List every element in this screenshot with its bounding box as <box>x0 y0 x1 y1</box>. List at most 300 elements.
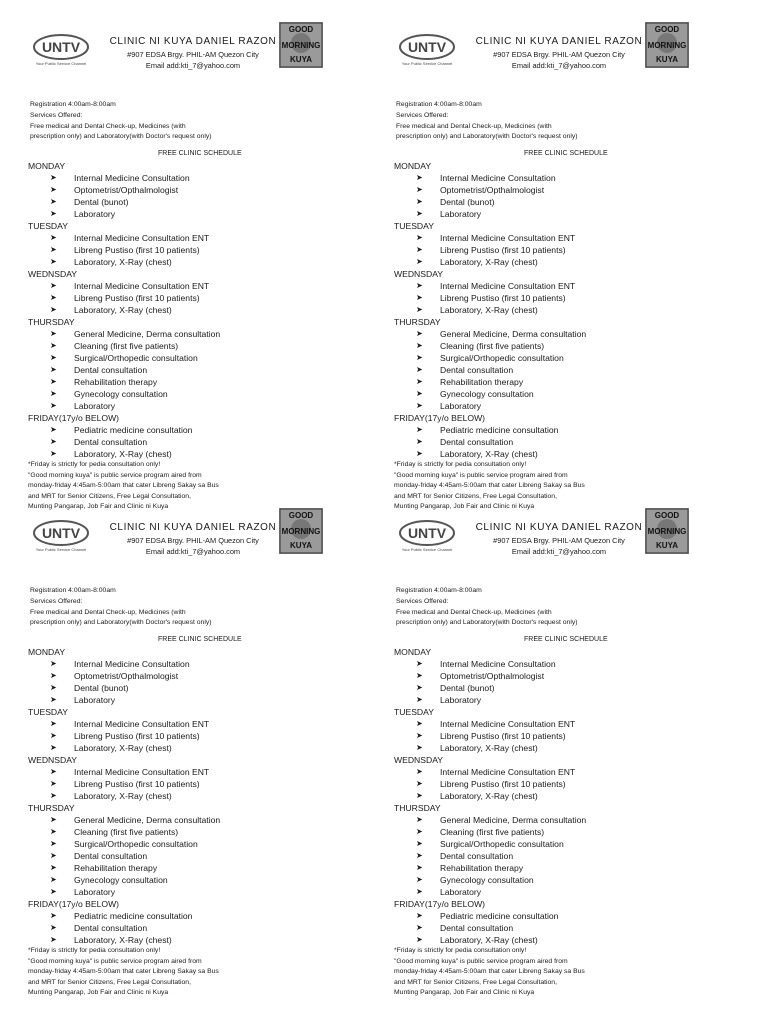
schedule-item <box>394 292 754 304</box>
schedule-item-label: Libreng Pustiso (first 10 patients) <box>440 293 566 303</box>
arrow-bullet-icon: ➤ <box>416 233 423 242</box>
day-heading: FRIDAY(17y/o BELOW) <box>28 413 120 423</box>
schedule-item-label: Dental consultation <box>74 437 148 447</box>
schedule-item-label: Internal Medicine Consultation <box>74 173 190 183</box>
svg-text:Your Public Service Channel: Your Public Service Channel <box>401 61 453 66</box>
schedule-item-label: Laboratory <box>74 209 116 219</box>
schedule-item <box>394 304 754 316</box>
schedule-item <box>28 376 388 388</box>
schedule-item-label: Dental consultation <box>74 923 148 933</box>
schedule-item-label: Libreng Pustiso (first 10 patients) <box>74 731 200 741</box>
arrow-bullet-icon: ➤ <box>416 197 423 206</box>
svg-text:Your Public Service Channel: Your Public Service Channel <box>401 547 453 552</box>
services-label: Services Offered: <box>30 597 83 605</box>
schedule-item-label: Surgical/Orthopedic consultation <box>74 353 198 363</box>
arrow-bullet-icon: ➤ <box>50 449 57 458</box>
schedule-item-label: Laboratory, X-Ray (chest) <box>74 743 172 753</box>
schedule-item-label: Laboratory, X-Ray (chest) <box>74 449 172 459</box>
day-heading: WEDNSDAY <box>28 755 78 765</box>
clinic-address: #907 EDSA Brgy. PHIL-AM Quezon City <box>493 536 625 545</box>
schedule-item-label: Rehabilitation therapy <box>440 863 524 873</box>
schedule-item-label: Libreng Pustiso (first 10 patients) <box>440 245 566 255</box>
clinic-address: #907 EDSA Brgy. PHIL-AM Quezon City <box>127 50 259 59</box>
program-note: monday-friday 4:45am-5:00am that cater Libreng Sakay sa Bus <box>28 968 219 976</box>
schedule-item-label: Pediatric medicine consultation <box>74 911 193 921</box>
arrow-bullet-icon: ➤ <box>416 791 423 800</box>
registration-hours: Registration 4:00am-8:00am <box>396 587 482 594</box>
arrow-bullet-icon: ➤ <box>50 791 57 800</box>
flyer-bottom-right <box>394 506 754 997</box>
schedule-item-label: Gynecology consultation <box>74 389 168 399</box>
schedule-body <box>28 646 388 999</box>
schedule-item <box>394 340 754 352</box>
arrow-bullet-icon: ➤ <box>50 209 57 218</box>
schedule-body <box>394 646 754 999</box>
arrow-bullet-icon: ➤ <box>416 449 423 458</box>
schedule-item <box>28 718 388 730</box>
schedule-item <box>28 730 388 742</box>
schedule-item-label: Libreng Pustiso (first 10 patients) <box>440 779 566 789</box>
schedule-item <box>28 304 388 316</box>
arrow-bullet-icon: ➤ <box>416 671 423 680</box>
arrow-bullet-icon: ➤ <box>416 245 423 254</box>
arrow-bullet-icon: ➤ <box>416 839 423 848</box>
schedule-item <box>28 886 388 898</box>
program-note: "Good morning kuya" is public service program aired from <box>394 471 568 479</box>
schedule-item-label: Gynecology consultation <box>440 875 534 885</box>
schedule-item <box>28 682 388 694</box>
schedule-item <box>394 280 754 292</box>
registration-hours: Registration 4:00am-8:00am <box>30 101 116 108</box>
day-list <box>28 160 388 460</box>
arrow-bullet-icon: ➤ <box>50 185 57 194</box>
arrow-bullet-icon: ➤ <box>416 659 423 668</box>
schedule-item-label: Dental consultation <box>74 851 148 861</box>
services-line: Free medical and Dental Check-up, Medicines (with <box>30 122 186 130</box>
schedule-item <box>394 424 754 436</box>
schedule-item-label: Surgical/Orthopedic consultation <box>74 839 198 849</box>
schedule-item <box>394 682 754 694</box>
services-label: Services Offered: <box>396 597 449 605</box>
arrow-bullet-icon: ➤ <box>50 245 57 254</box>
schedule-item-label: Optometrist/Opthalmologist <box>440 671 545 681</box>
schedule-item <box>394 352 754 364</box>
friday-note: *Friday is strictly for pedia consultation only! <box>28 947 161 954</box>
services-label: Services Offered: <box>30 111 83 119</box>
clinic-address: #907 EDSA Brgy. PHIL-AM Quezon City <box>493 50 625 59</box>
schedule-item-label: Rehabilitation therapy <box>74 863 158 873</box>
schedule-item <box>28 922 388 934</box>
arrow-bullet-icon: ➤ <box>416 851 423 860</box>
services-line: prescription only) and Laboratory(with Doctor's request only) <box>30 133 212 141</box>
schedule-item <box>394 256 754 268</box>
schedule-item-label: Gynecology consultation <box>74 875 168 885</box>
schedule-item <box>394 658 754 670</box>
schedule-item-label: Laboratory <box>440 887 482 897</box>
arrow-bullet-icon: ➤ <box>416 173 423 182</box>
schedule-title: FREE CLINIC SCHEDULE <box>158 636 242 643</box>
schedule-item <box>28 400 388 412</box>
schedule-item <box>394 436 754 448</box>
arrow-bullet-icon: ➤ <box>50 233 57 242</box>
arrow-bullet-icon: ➤ <box>416 401 423 410</box>
schedule-item <box>394 670 754 682</box>
schedule-item-label: Internal Medicine Consultation ENT <box>440 233 576 243</box>
schedule-item <box>28 658 388 670</box>
schedule-title: FREE CLINIC SCHEDULE <box>158 150 242 157</box>
arrow-bullet-icon: ➤ <box>416 377 423 386</box>
schedule-item <box>28 694 388 706</box>
services-line: prescription only) and Laboratory(with Doctor's request only) <box>396 619 578 627</box>
schedule-item-label: Gynecology consultation <box>440 389 534 399</box>
schedule-item <box>394 388 754 400</box>
schedule-item-label: Libreng Pustiso (first 10 patients) <box>74 245 200 255</box>
arrow-bullet-icon: ➤ <box>416 329 423 338</box>
registration-block <box>30 586 360 629</box>
arrow-bullet-icon: ➤ <box>416 353 423 362</box>
arrow-bullet-icon: ➤ <box>50 695 57 704</box>
arrow-bullet-icon: ➤ <box>416 911 423 920</box>
schedule-item-label: Laboratory, X-Ray (chest) <box>440 791 538 801</box>
schedule-item <box>28 874 388 886</box>
schedule-item <box>28 292 388 304</box>
program-note: monday-friday 4:45am-5:00am that cater Libreng Sakay sa Bus <box>394 968 585 976</box>
schedule-item <box>28 670 388 682</box>
arrow-bullet-icon: ➤ <box>416 341 423 350</box>
schedule-item-label: Internal Medicine Consultation ENT <box>74 719 210 729</box>
arrow-bullet-icon: ➤ <box>416 425 423 434</box>
friday-note: *Friday is strictly for pedia consultation only! <box>394 461 527 468</box>
day-heading: FRIDAY(17y/o BELOW) <box>394 899 486 909</box>
schedule-item <box>28 742 388 754</box>
arrow-bullet-icon: ➤ <box>416 863 423 872</box>
program-note: Munting Pangarap, Job Fair and Clinic ni Kuya <box>394 989 535 997</box>
arrow-bullet-icon: ➤ <box>50 281 57 290</box>
clinic-email: Email add:kti_7@yahoo.com <box>145 547 241 556</box>
schedule-item-label: Laboratory, X-Ray (chest) <box>440 449 538 459</box>
schedule-item <box>28 814 388 826</box>
schedule-item <box>28 766 388 778</box>
day-list <box>394 646 754 946</box>
program-note: "Good morning kuya" is public service program aired from <box>28 471 202 479</box>
flyer-top-right <box>394 20 754 511</box>
services-line: prescription only) and Laboratory(with Doctor's request only) <box>396 133 578 141</box>
schedule-item-label: Laboratory <box>74 887 116 897</box>
schedule-item <box>28 850 388 862</box>
arrow-bullet-icon: ➤ <box>416 767 423 776</box>
arrow-bullet-icon: ➤ <box>416 257 423 266</box>
schedule-item-label: Laboratory, X-Ray (chest) <box>74 791 172 801</box>
arrow-bullet-icon: ➤ <box>50 425 57 434</box>
registration-hours: Registration 4:00am-8:00am <box>396 101 482 108</box>
schedule-item <box>28 364 388 376</box>
schedule-item <box>28 436 388 448</box>
schedule-item-label: Dental (bunot) <box>440 197 495 207</box>
day-heading: FRIDAY(17y/o BELOW) <box>394 413 486 423</box>
arrow-bullet-icon: ➤ <box>50 731 57 740</box>
schedule-item-label: Internal Medicine Consultation <box>440 659 556 669</box>
arrow-bullet-icon: ➤ <box>50 815 57 824</box>
svg-text:MORNING: MORNING <box>647 41 687 50</box>
arrow-bullet-icon: ➤ <box>416 779 423 788</box>
registration-hours: Registration 4:00am-8:00am <box>30 587 116 594</box>
schedule-item-label: General Medicine, Derma consultation <box>440 329 587 339</box>
day-heading: MONDAY <box>394 647 432 657</box>
arrow-bullet-icon: ➤ <box>50 329 57 338</box>
clinic-title: CLINIC NI KUYA DANIEL RAZON <box>109 36 277 47</box>
arrow-bullet-icon: ➤ <box>50 353 57 362</box>
program-note: monday-friday 4:45am-5:00am that cater Libreng Sakay sa Bus <box>394 482 585 490</box>
arrow-bullet-icon: ➤ <box>50 683 57 692</box>
program-note: and MRT for Senior Citizens, Free Legal Consultation, <box>28 978 191 986</box>
arrow-bullet-icon: ➤ <box>50 827 57 836</box>
schedule-item <box>394 874 754 886</box>
arrow-bullet-icon: ➤ <box>50 935 57 944</box>
schedule-item <box>394 922 754 934</box>
day-heading: THURSDAY <box>28 803 75 813</box>
day-heading: TUESDAY <box>394 707 434 717</box>
registration-block <box>396 586 726 629</box>
day-heading: WEDNSDAY <box>394 269 444 279</box>
day-heading: TUESDAY <box>28 221 68 231</box>
schedule-item <box>394 694 754 706</box>
clinic-address: #907 EDSA Brgy. PHIL-AM Quezon City <box>127 536 259 545</box>
day-heading: WEDNSDAY <box>28 269 78 279</box>
arrow-bullet-icon: ➤ <box>416 731 423 740</box>
schedule-item <box>28 340 388 352</box>
schedule-item <box>394 244 754 256</box>
schedule-item <box>28 172 388 184</box>
schedule-item-label: Dental (bunot) <box>74 197 129 207</box>
schedule-item <box>394 766 754 778</box>
arrow-bullet-icon: ➤ <box>416 437 423 446</box>
notes-block <box>394 946 754 999</box>
schedule-item <box>394 886 754 898</box>
flyer-header <box>28 20 388 80</box>
schedule-item <box>394 790 754 802</box>
schedule-title: FREE CLINIC SCHEDULE <box>524 636 608 643</box>
day-heading: MONDAY <box>28 647 66 657</box>
flyer-bottom-left <box>28 506 388 997</box>
arrow-bullet-icon: ➤ <box>50 911 57 920</box>
registration-block <box>396 100 726 143</box>
schedule-item <box>394 718 754 730</box>
schedule-item <box>28 424 388 436</box>
schedule-item-label: Dental consultation <box>440 365 514 375</box>
day-heading: WEDNSDAY <box>394 755 444 765</box>
arrow-bullet-icon: ➤ <box>50 779 57 788</box>
services-line: Free medical and Dental Check-up, Medicines (with <box>30 608 186 616</box>
schedule-item-label: Libreng Pustiso (first 10 patients) <box>440 731 566 741</box>
svg-text:MORNING: MORNING <box>281 41 321 50</box>
services-line: prescription only) and Laboratory(with Doctor's request only) <box>30 619 212 627</box>
day-heading: TUESDAY <box>394 221 434 231</box>
svg-text:UNTV: UNTV <box>407 525 447 541</box>
svg-text:GOOD: GOOD <box>288 511 314 520</box>
schedule-item <box>394 730 754 742</box>
schedule-item-label: Laboratory, X-Ray (chest) <box>440 743 538 753</box>
schedule-item <box>394 328 754 340</box>
schedule-item-label: Laboratory <box>440 695 482 705</box>
clinic-email: Email add:kti_7@yahoo.com <box>145 61 241 70</box>
program-note: "Good morning kuya" is public service program aired from <box>394 957 568 965</box>
schedule-body <box>28 160 388 513</box>
schedule-item <box>394 364 754 376</box>
arrow-bullet-icon: ➤ <box>50 923 57 932</box>
svg-text:UNTV: UNTV <box>407 39 447 55</box>
schedule-item-label: Surgical/Orthopedic consultation <box>440 839 564 849</box>
schedule-item-label: Rehabilitation therapy <box>440 377 524 387</box>
schedule-item <box>28 790 388 802</box>
program-note: Munting Pangarap, Job Fair and Clinic ni Kuya <box>394 503 535 511</box>
arrow-bullet-icon: ➤ <box>50 305 57 314</box>
schedule-item <box>28 232 388 244</box>
arrow-bullet-icon: ➤ <box>50 719 57 728</box>
flyer-header <box>394 20 754 80</box>
schedule-item-label: Dental (bunot) <box>440 683 495 693</box>
schedule-item <box>394 742 754 754</box>
schedule-item <box>394 862 754 874</box>
clinic-email: Email add:kti_7@yahoo.com <box>511 61 607 70</box>
arrow-bullet-icon: ➤ <box>50 437 57 446</box>
arrow-bullet-icon: ➤ <box>50 659 57 668</box>
schedule-item-label: Laboratory, X-Ray (chest) <box>440 935 538 945</box>
arrow-bullet-icon: ➤ <box>50 293 57 302</box>
schedule-title: FREE CLINIC SCHEDULE <box>524 150 608 157</box>
schedule-item <box>28 862 388 874</box>
day-heading: THURSDAY <box>394 803 441 813</box>
arrow-bullet-icon: ➤ <box>416 389 423 398</box>
arrow-bullet-icon: ➤ <box>50 377 57 386</box>
schedule-item <box>394 814 754 826</box>
schedule-item <box>28 184 388 196</box>
schedule-item-label: Pediatric medicine consultation <box>440 911 559 921</box>
schedule-item-label: Laboratory, X-Ray (chest) <box>74 305 172 315</box>
friday-note: *Friday is strictly for pedia consultation only! <box>28 461 161 468</box>
arrow-bullet-icon: ➤ <box>50 365 57 374</box>
arrow-bullet-icon: ➤ <box>416 683 423 692</box>
schedule-item <box>394 910 754 922</box>
schedule-item <box>394 826 754 838</box>
clinic-title: CLINIC NI KUYA DANIEL RAZON <box>475 522 643 533</box>
svg-text:GOOD: GOOD <box>288 25 314 34</box>
program-note: "Good morning kuya" is public service program aired from <box>28 957 202 965</box>
arrow-bullet-icon: ➤ <box>416 695 423 704</box>
svg-text:UNTV: UNTV <box>41 39 81 55</box>
schedule-item-label: Internal Medicine Consultation ENT <box>440 281 576 291</box>
schedule-item-label: Laboratory <box>74 401 116 411</box>
svg-text:Your Public Service Channel: Your Public Service Channel <box>35 547 87 552</box>
schedule-item-label: Dental consultation <box>440 437 514 447</box>
arrow-bullet-icon: ➤ <box>416 281 423 290</box>
schedule-item <box>28 388 388 400</box>
arrow-bullet-icon: ➤ <box>50 863 57 872</box>
schedule-item-label: Laboratory <box>440 401 482 411</box>
program-note: and MRT for Senior Citizens, Free Legal Consultation, <box>394 978 557 986</box>
schedule-item-label: Dental (bunot) <box>74 683 129 693</box>
schedule-item-label: Cleaning (first five patients) <box>440 341 545 351</box>
schedule-item-label: Pediatric medicine consultation <box>74 425 193 435</box>
day-list <box>394 160 754 460</box>
schedule-item-label: Internal Medicine Consultation <box>74 659 190 669</box>
schedule-item-label: Optometrist/Opthalmologist <box>440 185 545 195</box>
schedule-item <box>28 934 388 946</box>
schedule-item <box>28 826 388 838</box>
schedule-item-label: Dental consultation <box>74 365 148 375</box>
schedule-item-label: Libreng Pustiso (first 10 patients) <box>74 779 200 789</box>
arrow-bullet-icon: ➤ <box>416 185 423 194</box>
schedule-item <box>28 280 388 292</box>
schedule-item <box>28 352 388 364</box>
schedule-item-label: Surgical/Orthopedic consultation <box>440 353 564 363</box>
schedule-item-label: Laboratory <box>440 209 482 219</box>
program-note: Munting Pangarap, Job Fair and Clinic ni Kuya <box>28 989 169 997</box>
schedule-item-label: Internal Medicine Consultation ENT <box>440 767 576 777</box>
flyer-header <box>394 506 754 566</box>
schedule-item <box>28 256 388 268</box>
arrow-bullet-icon: ➤ <box>416 923 423 932</box>
schedule-item-label: Laboratory, X-Ray (chest) <box>440 305 538 315</box>
svg-text:GOOD: GOOD <box>654 511 680 520</box>
day-heading: THURSDAY <box>394 317 441 327</box>
arrow-bullet-icon: ➤ <box>50 851 57 860</box>
schedule-item-label: Pediatric medicine consultation <box>440 425 559 435</box>
schedule-item <box>28 838 388 850</box>
svg-text:GOOD: GOOD <box>654 25 680 34</box>
svg-text:KUYA: KUYA <box>290 541 312 550</box>
schedule-item <box>394 208 754 220</box>
notes-block <box>28 946 388 999</box>
clinic-title: CLINIC NI KUYA DANIEL RAZON <box>109 522 277 533</box>
schedule-item <box>394 172 754 184</box>
schedule-item-label: Cleaning (first five patients) <box>74 341 179 351</box>
arrow-bullet-icon: ➤ <box>50 173 57 182</box>
schedule-item-label: Dental consultation <box>440 923 514 933</box>
program-note: and MRT for Senior Citizens, Free Legal Consultation, <box>28 492 191 500</box>
svg-text:KUYA: KUYA <box>290 55 312 64</box>
friday-note: *Friday is strictly for pedia consultation only! <box>394 947 527 954</box>
day-heading: MONDAY <box>28 161 66 171</box>
arrow-bullet-icon: ➤ <box>416 719 423 728</box>
schedule-item <box>28 778 388 790</box>
arrow-bullet-icon: ➤ <box>50 875 57 884</box>
schedule-item-label: Optometrist/Opthalmologist <box>74 185 179 195</box>
schedule-item <box>394 196 754 208</box>
schedule-item-label: Laboratory, X-Ray (chest) <box>74 257 172 267</box>
schedule-item <box>28 244 388 256</box>
schedule-item-label: Laboratory, X-Ray (chest) <box>440 257 538 267</box>
schedule-item-label: General Medicine, Derma consultation <box>74 329 221 339</box>
arrow-bullet-icon: ➤ <box>50 767 57 776</box>
schedule-item <box>394 778 754 790</box>
arrow-bullet-icon: ➤ <box>416 875 423 884</box>
day-heading: MONDAY <box>394 161 432 171</box>
clinic-title: CLINIC NI KUYA DANIEL RAZON <box>475 36 643 47</box>
schedule-item-label: Laboratory, X-Ray (chest) <box>74 935 172 945</box>
svg-text:KUYA: KUYA <box>656 541 678 550</box>
schedule-item-label: Internal Medicine Consultation ENT <box>74 281 210 291</box>
schedule-item <box>28 910 388 922</box>
services-line: Free medical and Dental Check-up, Medicines (with <box>396 608 552 616</box>
arrow-bullet-icon: ➤ <box>50 257 57 266</box>
registration-block <box>30 100 360 143</box>
schedule-item-label: Optometrist/Opthalmologist <box>74 671 179 681</box>
clinic-email: Email add:kti_7@yahoo.com <box>511 547 607 556</box>
schedule-item-label: Cleaning (first five patients) <box>74 827 179 837</box>
arrow-bullet-icon: ➤ <box>50 671 57 680</box>
day-heading: FRIDAY(17y/o BELOW) <box>28 899 120 909</box>
schedule-item-label: Internal Medicine Consultation ENT <box>74 767 210 777</box>
